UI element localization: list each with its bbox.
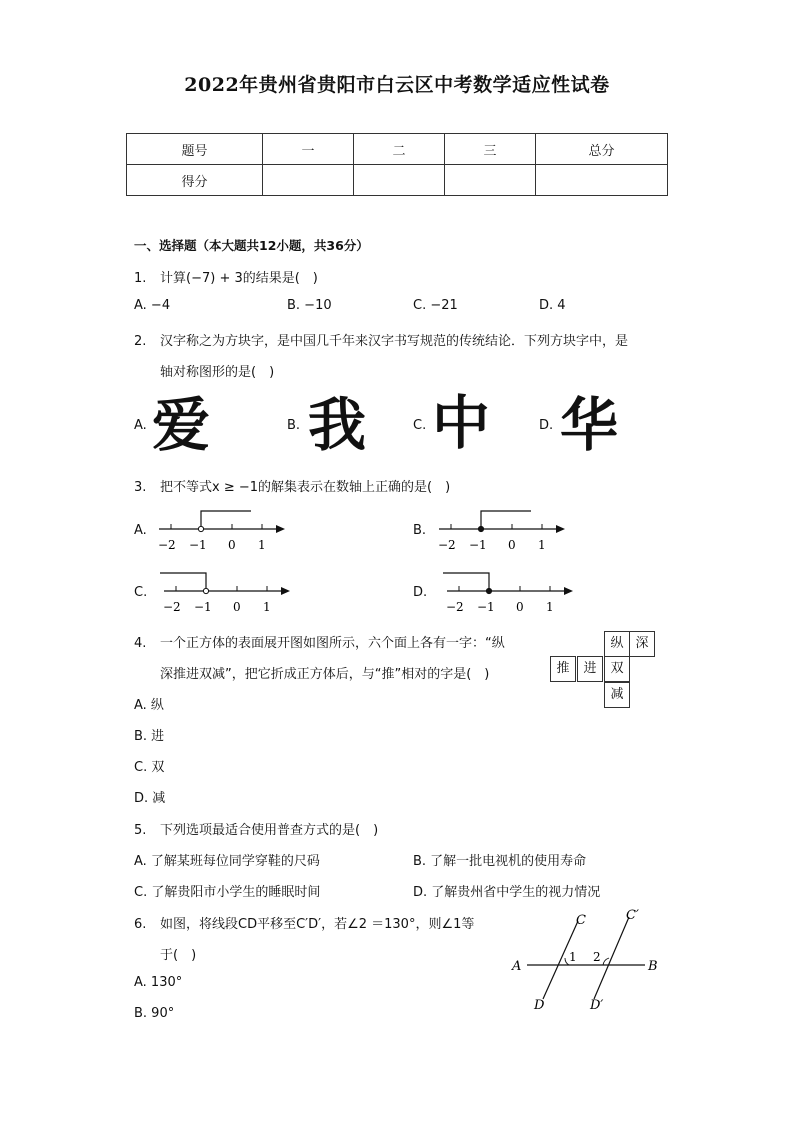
- tick-label: −1: [469, 538, 487, 552]
- table-row: [127, 134, 668, 165]
- option-d[interactable]: D.: [539, 418, 554, 433]
- option-a[interactable]: A. 了解某班每位同学穿鞋的尺码: [134, 854, 320, 869]
- page-title: 2022年贵州省贵阳市白云区中考数学适应性试卷: [184, 74, 610, 96]
- question-number: 4.: [134, 636, 147, 651]
- net-face: 进: [577, 656, 603, 682]
- net-face: 双: [604, 656, 630, 682]
- number-line-c: [160, 567, 295, 615]
- net-face: 深: [629, 631, 655, 657]
- point-label: C′: [626, 908, 639, 923]
- table-cell: 二: [354, 134, 445, 165]
- score-table: [126, 133, 668, 196]
- tick-label: −1: [194, 600, 212, 614]
- question-number: 1.: [134, 271, 147, 286]
- option-a[interactable]: A.: [134, 418, 147, 433]
- table-cell: 题号: [127, 134, 263, 165]
- option-b[interactable]: B. 进: [134, 729, 165, 744]
- question-stem-continued: 于( ): [160, 948, 197, 963]
- question-number: 5.: [134, 823, 147, 838]
- option-c[interactable]: C.: [134, 585, 148, 600]
- table-cell: [536, 165, 668, 196]
- net-face: 纵: [604, 631, 630, 657]
- number-line-d: [443, 567, 578, 615]
- tick-label: −2: [446, 600, 464, 614]
- question-number: 2.: [134, 334, 147, 349]
- question-2: [134, 330, 628, 349]
- question-5: [134, 819, 378, 838]
- option-b[interactable]: B.: [413, 523, 427, 538]
- table-cell: 三: [445, 134, 536, 165]
- translation-figure: [505, 903, 665, 1015]
- option-d[interactable]: D. 了解贵州省中学生的视力情况: [413, 885, 601, 900]
- character-image-d: 华: [560, 391, 619, 459]
- option-b[interactable]: B.: [287, 418, 301, 433]
- number-line-a: [155, 505, 290, 553]
- point-label: C: [576, 913, 586, 928]
- option-c[interactable]: C.: [413, 418, 427, 433]
- angle-label: 1: [569, 950, 577, 964]
- question-stem: 汉字称之为方块字，是中国几千年来汉字书写规范的传统结论．下列方块字中，是: [160, 334, 629, 349]
- tick-label: 0: [516, 600, 524, 614]
- question-stem-continued: 轴对称图形的是( ): [160, 365, 275, 380]
- question-stem: 下列选项最适合使用普查方式的是( ): [160, 823, 379, 838]
- question-stem: 如图，将线段CD平移至C′D′，若∠2 ＝130°，则∠1等: [160, 917, 475, 932]
- character-image-b: 我: [308, 391, 367, 459]
- question-3: [134, 476, 450, 495]
- table-cell: 得分: [127, 165, 263, 196]
- option-a[interactable]: A. 纵: [134, 698, 164, 713]
- option-a[interactable]: A.: [134, 523, 147, 538]
- table-cell: 一: [263, 134, 354, 165]
- question-number: 6.: [134, 917, 147, 932]
- tick-label: 0: [233, 600, 241, 614]
- question-stem: 计算(−7) + 3的结果是( ): [160, 271, 318, 286]
- character-image-a: 爱: [152, 391, 211, 459]
- question-stem: 一个正方体的表面展开图如图所示，六个面上各有一字：“纵: [160, 636, 505, 651]
- net-face: 推: [550, 656, 576, 682]
- tick-label: −2: [438, 538, 456, 552]
- tick-label: 1: [546, 600, 554, 614]
- point-label: A: [512, 959, 522, 974]
- question-stem-continued: 深推进双减”，把它折成正方体后，与“推”相对的字是( ): [160, 667, 490, 682]
- option-b[interactable]: B. 了解一批电视机的使用寿命: [413, 854, 587, 869]
- tick-label: 1: [258, 538, 266, 552]
- table-row: [127, 165, 668, 196]
- table-cell: [354, 165, 445, 196]
- table-cell: [445, 165, 536, 196]
- option-c[interactable]: C. 双: [134, 760, 165, 775]
- number-line-b: [435, 505, 570, 553]
- question-number: 3.: [134, 480, 147, 495]
- option-c[interactable]: C. −21: [413, 298, 458, 313]
- option-d[interactable]: D. 减: [134, 791, 166, 806]
- point-label: D′: [590, 998, 604, 1013]
- cube-net-figure: [550, 631, 660, 711]
- table-cell: [263, 165, 354, 196]
- question-6: [134, 913, 474, 932]
- option-d[interactable]: D.: [413, 585, 428, 600]
- option-b[interactable]: B. −10: [287, 298, 332, 313]
- tick-label: −2: [158, 538, 176, 552]
- point-label: B: [648, 959, 658, 974]
- tick-label: −2: [163, 600, 181, 614]
- character-image-c: 中: [432, 389, 491, 457]
- net-face: 减: [604, 682, 630, 708]
- option-b[interactable]: B. 90°: [134, 1006, 175, 1021]
- option-c[interactable]: C. 了解贵阳市小学生的睡眠时间: [134, 885, 321, 900]
- question-1: [134, 267, 318, 286]
- tick-label: 0: [508, 538, 516, 552]
- tick-label: 0: [228, 538, 236, 552]
- angle-label: 2: [593, 950, 601, 964]
- option-a[interactable]: A. 130°: [134, 975, 183, 990]
- tick-label: −1: [189, 538, 207, 552]
- tick-label: 1: [263, 600, 271, 614]
- question-4: [134, 632, 505, 651]
- question-stem: 把不等式x ≥ −1的解集表示在数轴上正确的是( ): [160, 480, 451, 495]
- option-d[interactable]: D. 4: [539, 298, 566, 313]
- section-heading: 一、选择题（本大题共12小题，共36分）: [134, 238, 369, 253]
- tick-label: −1: [477, 600, 495, 614]
- point-label: D: [534, 998, 545, 1013]
- option-a[interactable]: A. −4: [134, 298, 171, 313]
- table-cell: 总分: [536, 134, 668, 165]
- tick-label: 1: [538, 538, 546, 552]
